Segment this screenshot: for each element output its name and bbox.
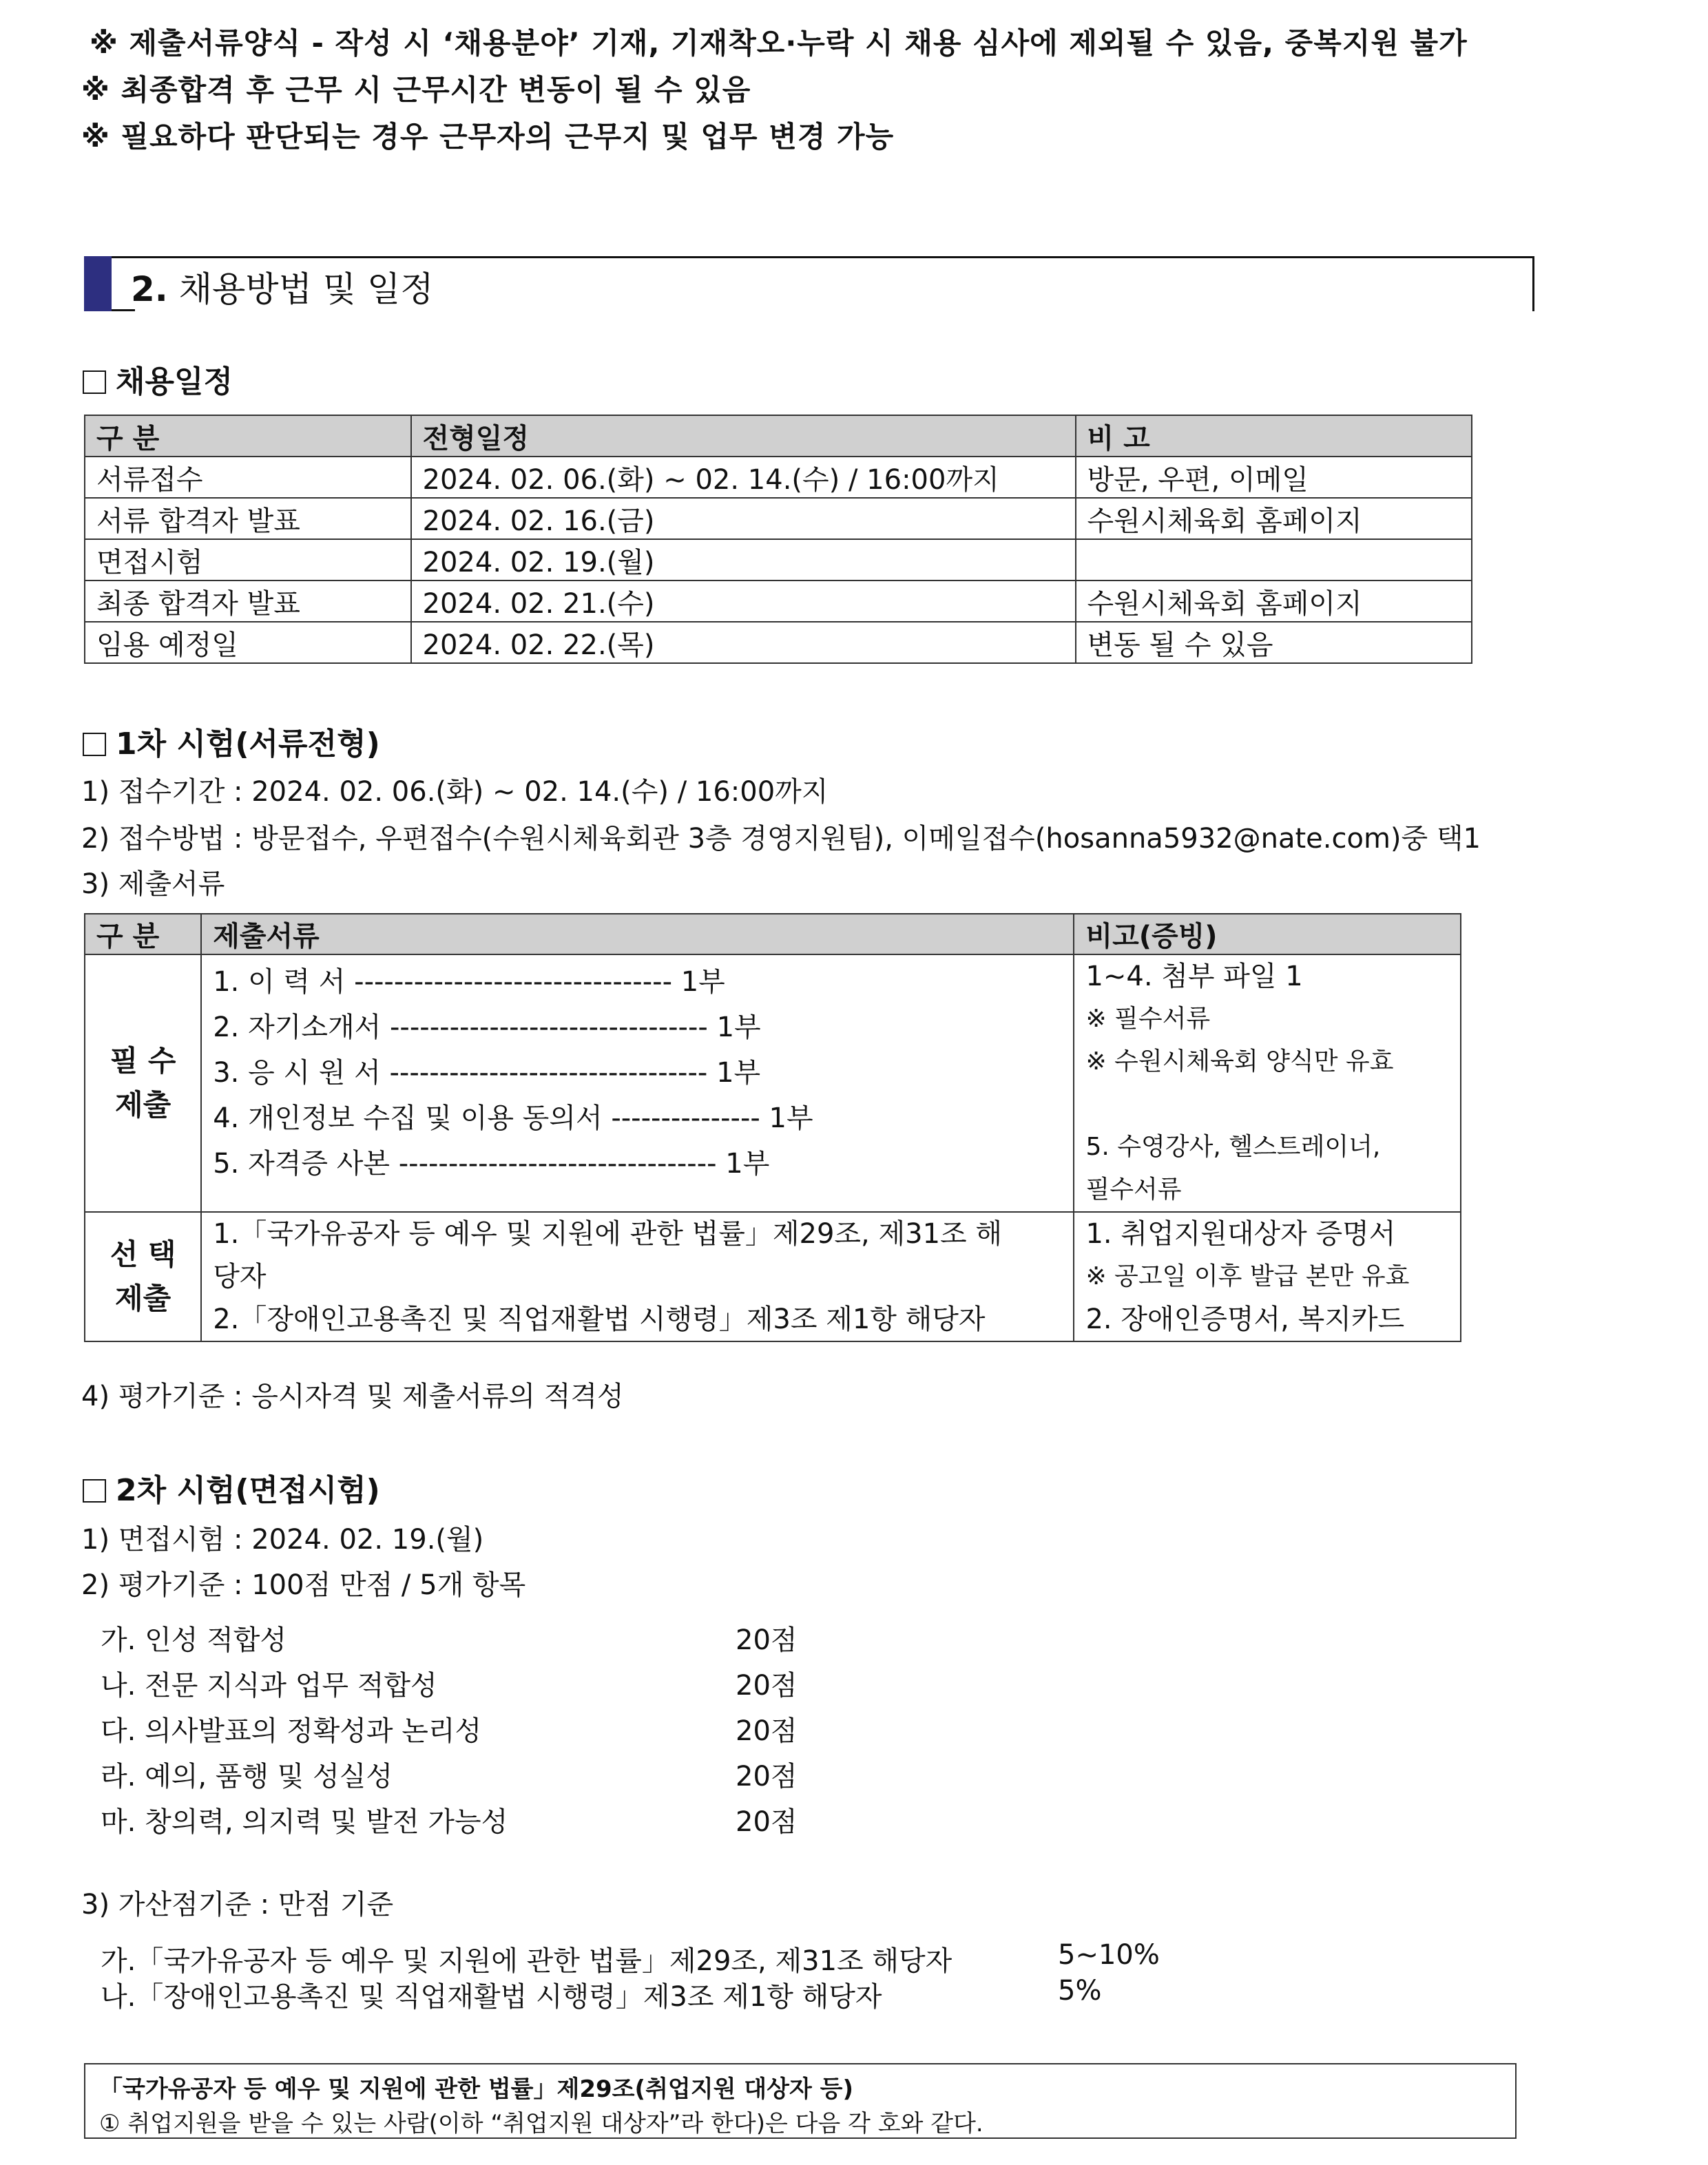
table-header-cell: 제출서류 — [201, 914, 1074, 954]
notice-3: ※ 필요하다 판단되는 경우 근무자의 근무지 및 업무 변경 가능 — [81, 120, 895, 154]
table-header-cell: 비고(증빙) — [1074, 914, 1461, 954]
optional-notes-cell — [1074, 1212, 1461, 1341]
table-header-cell: 구 분 — [85, 914, 201, 954]
list-item: 당자 — [213, 1261, 267, 1293]
category-optional: 선 택 제출 — [85, 1212, 201, 1341]
table-cell: 2024. 02. 16.(금) — [411, 498, 1076, 539]
table-cell: 2024. 02. 22.(목) — [411, 622, 1076, 663]
note-line: ※ 수원시체육회 양식만 유효 — [1085, 1047, 1394, 1076]
exam1-docs-label: 3) 제출서류 — [81, 868, 225, 900]
checkbox-square-icon — [83, 733, 106, 756]
list-item: 1.「국가유공자 등 예우 및 지원에 관한 법률」제29조, 제31조 해 — [213, 1218, 1003, 1250]
section-header-bar — [84, 256, 112, 311]
note-line — [1085, 1083, 1449, 1126]
bonus-item-value: 5~10% — [1058, 1939, 1160, 1971]
exam2-date: 1) 면접시험 : 2024. 02. 19.(월) — [81, 1524, 484, 1556]
table-row-optional — [85, 1212, 1461, 1341]
note-line: 1. 취업지원대상자 증명서 — [1085, 1218, 1396, 1250]
exam2-criteria: 2) 평가기준 : 100점 만점 / 5개 항목 — [81, 1569, 526, 1601]
criteria-item-label: 라. 예의, 품행 및 성실성 — [101, 1761, 393, 1792]
section-title — [131, 262, 434, 311]
schedule-heading: 채용일정 — [83, 357, 233, 401]
optional-docs-cell — [201, 1212, 1074, 1341]
list-item: 1. 이 력 서 -------------------------------- 1부 — [213, 966, 725, 998]
table-row-required — [85, 954, 1461, 1212]
table-cell: 임용 예정일 — [85, 622, 411, 663]
list-item: 4. 개인정보 수집 및 이용 동의서 --------------- 1부 — [213, 1102, 813, 1134]
table-header-cell: 구 분 — [85, 415, 411, 457]
checkbox-square-icon — [83, 370, 106, 394]
note-line: 1~4. 첨부 파일 1 — [1085, 961, 1303, 992]
list-item: 2. 자기소개서 -------------------------------- 1부 — [213, 1012, 761, 1043]
required-docs-cell — [201, 954, 1074, 1212]
category-required: 필 수 제출 — [85, 954, 201, 1212]
section-header — [84, 256, 1534, 311]
criteria-item-label: 다. 의사발표의 정확성과 논리성 — [101, 1715, 482, 1747]
exam1-period: 1) 접수기간 : 2024. 02. 06.(화) ~ 02. 14.(수) / 16:00까지 — [81, 776, 829, 808]
table-cell: 서류 합격자 발표 — [85, 498, 411, 539]
criteria-item-label: 마. 창의력, 의지력 및 발전 가능성 — [101, 1806, 508, 1838]
criteria-item-score: 20점 — [736, 1670, 798, 1702]
table-cell: 방문, 우편, 이메일 — [1076, 457, 1472, 498]
law-text: ① 취업지원을 받을 수 있는 사람(이하 “취업지원 대상자”라 한다)은 다음 각 호와 같다. — [99, 2110, 983, 2137]
criteria-item-score: 20점 — [736, 1761, 798, 1792]
notice-1: ※ 제출서류양식 - 작성 시 ‘채용분야’ 기재, 기재착오·누락 시 채용 심사에 제외될 수 있음, 중복지원 불가 — [90, 26, 1468, 60]
criteria-item-label: 나. 전문 지식과 업무 적합성 — [101, 1670, 437, 1702]
exam1-heading: 1차 시험(서류전형) — [83, 719, 380, 763]
table-row — [85, 498, 1472, 539]
table-cell: 2024. 02. 06.(화) ~ 02. 14.(수) / 16:00까지 — [411, 457, 1076, 498]
table-cell — [1076, 539, 1472, 581]
table-header-row — [85, 914, 1461, 954]
bonus-title: 3) 가산점기준 : 만점 기준 — [81, 1889, 394, 1921]
section-title-text: 채용방법 및 일정 — [178, 269, 434, 309]
table-cell: 변동 될 수 있음 — [1076, 622, 1472, 663]
table-row — [85, 622, 1472, 663]
list-item: 3. 응 시 원 서 -------------------------------- 1부 — [213, 1057, 761, 1089]
table-cell: 수원시체육회 홈페이지 — [1076, 498, 1472, 539]
bonus-item-label: 가.「국가유공자 등 예우 및 지원에 관한 법률」제29조, 제31조 해당자 — [101, 1945, 952, 1977]
list-item: 2.「장애인고용촉진 및 직업재활법 시행령」제3조 제1항 해당자 — [213, 1304, 986, 1335]
section-number: 2. — [131, 269, 168, 309]
criteria-item-score: 20점 — [736, 1806, 798, 1838]
table-row — [85, 539, 1472, 581]
table-header-cell: 전형일정 — [411, 415, 1076, 457]
table-cell: 수원시체육회 홈페이지 — [1076, 581, 1472, 622]
criteria-item-score: 20점 — [736, 1624, 798, 1656]
note-line: 필수서류 — [1085, 1175, 1182, 1204]
criteria-item-score: 20점 — [736, 1715, 798, 1747]
exam1-method: 2) 접수방법 : 방문접수, 우편접수(수원시체육회관 3층 경영지원팀), 이메일접수(hosanna5932@nate.com)중 택1 — [81, 823, 1481, 855]
table-cell: 2024. 02. 21.(수) — [411, 581, 1076, 622]
table-cell: 면접시험 — [85, 539, 411, 581]
checkbox-square-icon — [83, 1479, 106, 1503]
note-line: 5. 수영강사, 헬스트레이너, — [1085, 1133, 1381, 1161]
required-notes-cell — [1074, 954, 1461, 1212]
criteria-item-label: 가. 인성 적합성 — [101, 1624, 287, 1656]
table-row — [85, 581, 1472, 622]
documents-table — [84, 913, 1461, 1342]
table-cell: 서류접수 — [85, 457, 411, 498]
table-cell: 최종 합격자 발표 — [85, 581, 411, 622]
note-line: 2. 장애인증명서, 복지카드 — [1085, 1304, 1405, 1335]
exam1-criteria: 4) 평가기준 : 응시자격 및 제출서류의 적격성 — [81, 1381, 624, 1412]
table-header-cell: 비 고 — [1076, 415, 1472, 457]
law-excerpt-box — [84, 2063, 1517, 2139]
note-line: ※ 공고일 이후 발급 본만 유효 — [1085, 1262, 1410, 1290]
schedule-table — [84, 415, 1472, 664]
bonus-item-label: 나.「장애인고용촉진 및 직업재활법 시행령」제3조 제1항 해당자 — [101, 1981, 882, 2013]
note-line: ※ 필수서류 — [1085, 1005, 1211, 1033]
bonus-item-value: 5% — [1058, 1975, 1102, 2007]
list-item: 5. 자격증 사본 -------------------------------- 1부 — [213, 1148, 770, 1180]
table-header-row — [85, 415, 1472, 457]
table-row — [85, 457, 1472, 498]
table-cell: 2024. 02. 19.(월) — [411, 539, 1076, 581]
law-title: 「국가유공자 등 예우 및 지원에 관한 법률」제29조(취업지원 대상자 등) — [99, 2075, 854, 2103]
notice-2: ※ 최종합격 후 근무 시 근무시간 변동이 될 수 있음 — [81, 73, 751, 107]
exam2-heading: 2차 시험(면접시험) — [83, 1465, 380, 1509]
